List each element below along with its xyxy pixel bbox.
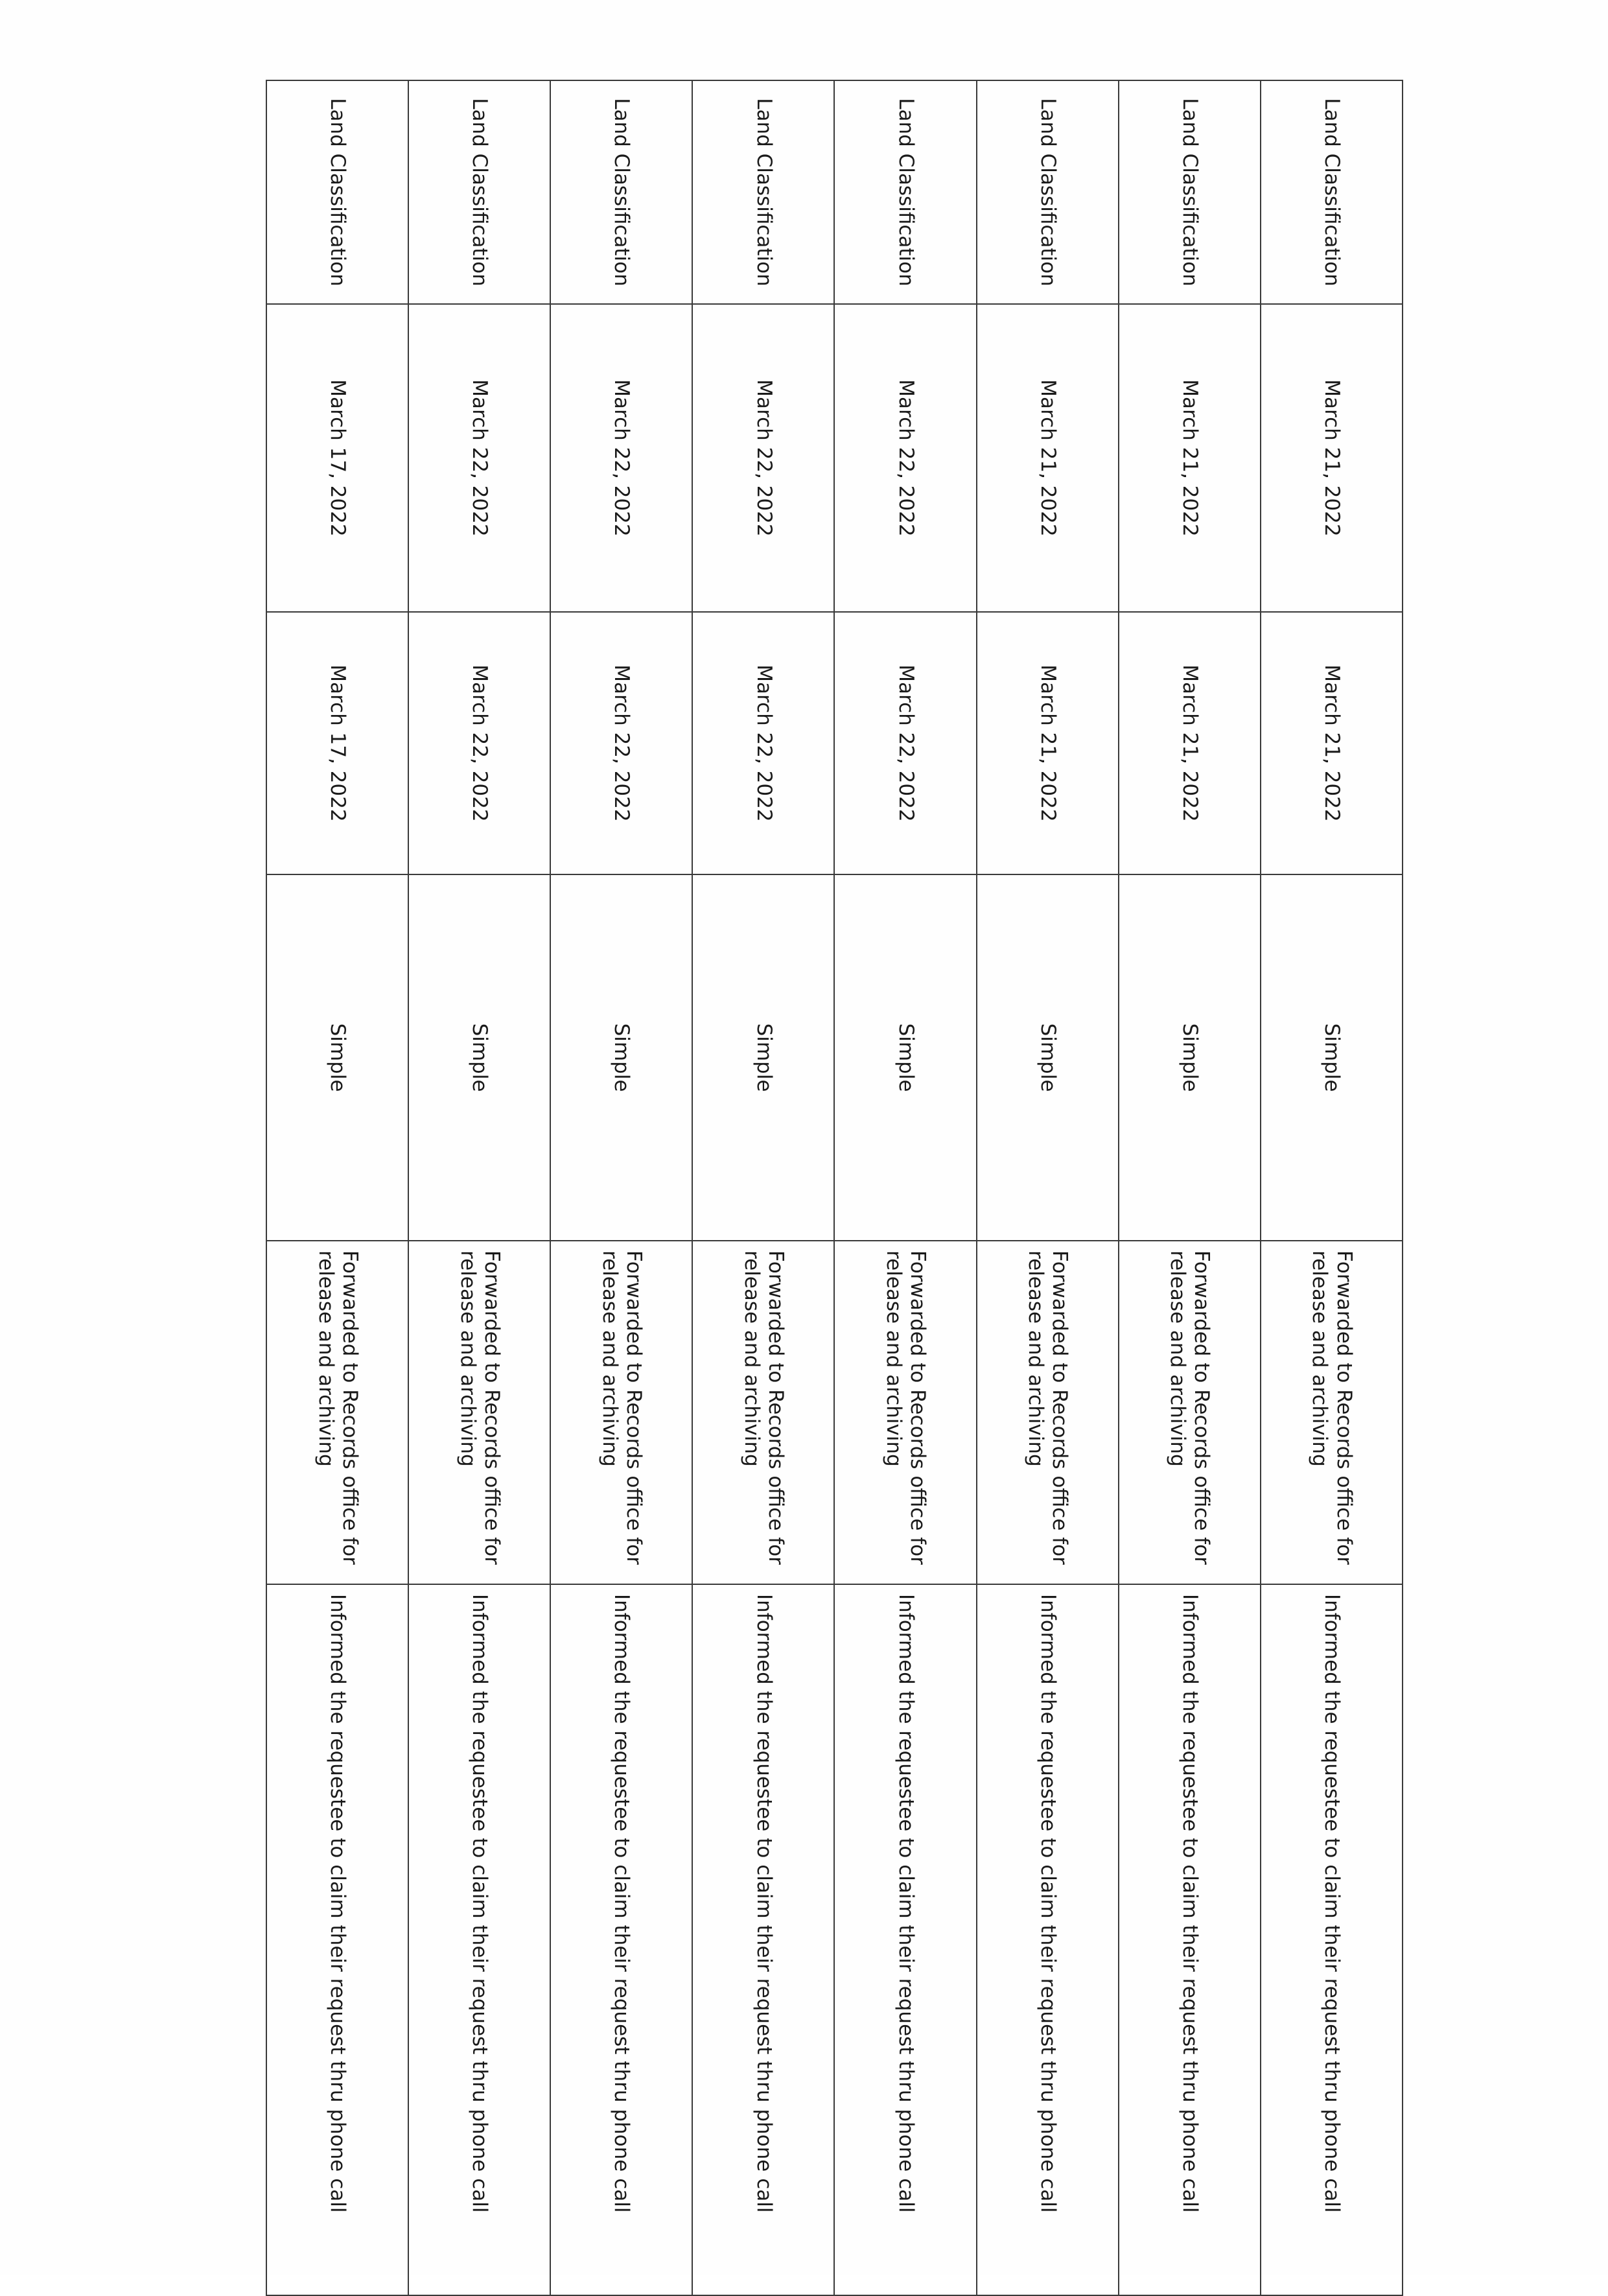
request-type-cell [977,80,1119,304]
classification-cell [1261,874,1403,1241]
records-table-body [266,80,1403,2295]
request-type-cell [266,80,408,304]
table-row [266,80,408,2295]
table-row [1119,80,1261,2295]
classification-cell-text: Simple [1036,1023,1060,1092]
action-taken-cell [550,1241,692,1584]
remarks-cell [977,1584,1119,2295]
classification-cell-text: Simple [610,1023,634,1092]
date-released-cell [408,612,550,874]
date-received-cell-text: March 21, 2022 [1036,379,1060,537]
action-taken-cell [1119,1241,1261,1584]
date-released-cell-text: March 21, 2022 [1178,664,1202,822]
date-released-cell [1119,612,1261,874]
date-released-cell-text: March 21, 2022 [1036,664,1060,822]
classification-cell-text: Simple [1320,1023,1344,1092]
classification-cell [408,874,550,1241]
action-taken-cell [1261,1241,1403,1584]
action-taken-cell-text: Forwarded to Records office for release and archiving [882,1250,930,1565]
classification-cell [692,874,834,1241]
request-type-cell-text: Land Classification [468,98,492,287]
date-released-cell [692,612,834,874]
remarks-cell [692,1584,834,2295]
action-taken-cell-text: Forwarded to Records office for release and archiving [314,1250,362,1565]
request-type-cell [1261,80,1403,304]
remarks-cell-text: Informed the requestee to claim their request thru phone call [1178,1594,1202,2213]
date-received-cell [1119,304,1261,612]
action-taken-cell-text: Forwarded to Records office for release and archiving [740,1250,788,1565]
remarks-cell-text: Informed the requestee to claim their request thru phone call [894,1594,918,2213]
remarks-cell [408,1584,550,2295]
date-received-cell [550,304,692,612]
remarks-cell [550,1584,692,2295]
request-type-cell-text: Land Classification [610,98,634,287]
date-released-cell-text: March 21, 2022 [1320,664,1344,822]
remarks-cell [266,1584,408,2295]
request-type-cell-text: Land Classification [1178,98,1202,287]
remarks-cell [1261,1584,1403,2295]
date-released-cell-text: March 22, 2022 [468,664,492,822]
remarks-cell-text: Informed the requestee to claim their request thru phone call [468,1594,492,2213]
classification-cell-text: Simple [326,1023,350,1092]
classification-cell-text: Simple [752,1023,776,1092]
remarks-cell-text: Informed the requestee to claim their request thru phone call [1036,1594,1060,2213]
date-received-cell-text: March 17, 2022 [326,379,350,537]
classification-cell-text: Simple [1178,1023,1202,1092]
remarks-cell [1119,1584,1261,2295]
action-taken-cell-text: Forwarded to Records office for release and archiving [1166,1250,1214,1565]
date-released-cell-text: March 22, 2022 [752,664,776,822]
date-received-cell-text: March 21, 2022 [1178,379,1202,537]
rotated-table-wrapper [267,80,1403,2295]
action-taken-cell-text: Forwarded to Records office for release and archiving [456,1250,504,1565]
action-taken-cell [835,1241,977,1584]
classification-cell-text: Simple [894,1023,918,1092]
date-received-cell-text: March 22, 2022 [894,379,918,537]
action-taken-cell [408,1241,550,1584]
request-type-cell [835,80,977,304]
action-taken-cell-text: Forwarded to Records office for release and archiving [1308,1250,1356,1565]
request-type-cell [408,80,550,304]
classification-cell [1119,874,1261,1241]
table-row [692,80,834,2295]
date-received-cell-text: March 21, 2022 [1320,379,1344,537]
request-type-cell [692,80,834,304]
date-received-cell [835,304,977,612]
table-row [550,80,692,2295]
request-type-cell-text: Land Classification [1320,98,1344,287]
date-released-cell [835,612,977,874]
date-released-cell [1261,612,1403,874]
action-taken-cell [692,1241,834,1584]
date-received-cell [977,304,1119,612]
remarks-cell-text: Informed the requestee to claim their request thru phone call [610,1594,634,2213]
records-table [266,80,1403,2296]
remarks-cell-text: Informed the requestee to claim their request thru phone call [752,1594,776,2213]
remarks-cell-text: Informed the requestee to claim their request thru phone call [1320,1594,1344,2213]
request-type-cell-text: Land Classification [894,98,918,287]
date-received-cell-text: March 22, 2022 [752,379,776,537]
table-row [835,80,977,2295]
request-type-cell [550,80,692,304]
classification-cell [835,874,977,1241]
action-taken-cell [977,1241,1119,1584]
date-received-cell-text: March 22, 2022 [610,379,634,537]
action-taken-cell-text: Forwarded to Records office for release and archiving [598,1250,646,1565]
table-row [408,80,550,2295]
request-type-cell [1119,80,1261,304]
date-received-cell [266,304,408,612]
request-type-cell-text: Land Classification [1036,98,1060,287]
action-taken-cell-text: Forwarded to Records office for release and archiving [1024,1250,1072,1565]
remarks-cell [835,1584,977,2295]
date-released-cell [977,612,1119,874]
date-received-cell-text: March 22, 2022 [468,379,492,537]
date-released-cell-text: March 22, 2022 [610,664,634,822]
date-received-cell [692,304,834,612]
table-row [1261,80,1403,2295]
date-released-cell-text: March 22, 2022 [894,664,918,822]
classification-cell-text: Simple [468,1023,492,1092]
classification-cell [266,874,408,1241]
action-taken-cell [266,1241,408,1584]
request-type-cell-text: Land Classification [326,98,350,287]
date-released-cell [550,612,692,874]
request-type-cell-text: Land Classification [752,98,776,287]
date-released-cell [266,612,408,874]
date-received-cell [1261,304,1403,612]
remarks-cell-text: Informed the requestee to claim their request thru phone call [326,1594,350,2213]
classification-cell [977,874,1119,1241]
table-row [977,80,1119,2295]
date-released-cell-text: March 17, 2022 [326,664,350,822]
date-received-cell [408,304,550,612]
classification-cell [550,874,692,1241]
